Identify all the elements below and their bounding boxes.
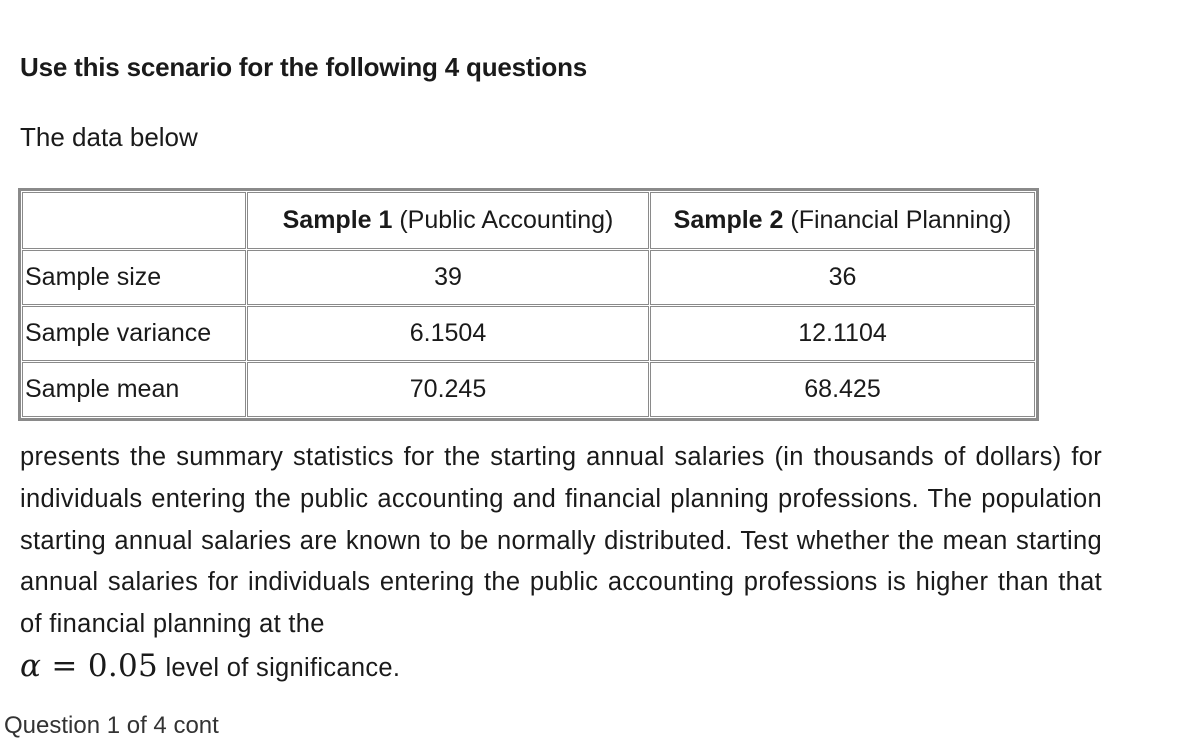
row-label-sample-size: Sample size — [22, 250, 246, 305]
sample-2-header-bold: Sample 2 — [673, 206, 784, 234]
paragraph-tail: level of significance. — [158, 653, 401, 682]
intro-text: The data below — [20, 122, 198, 152]
sample-1-size: 39 — [247, 250, 649, 305]
sample-1-mean: 70.245 — [247, 362, 649, 417]
table-corner-cell — [22, 192, 246, 249]
paragraph-body: presents the summary statistics for the starting annual salaries (in thousands of dollars) for individuals entering the public accounting and financial planning professions. The population starting annual salaries are known to be normally distributed. Test whether the mean starting annual salaries for individuals entering the public accounting professions is higher than that of financial planning at the — [20, 443, 1102, 639]
table-row — [22, 362, 1035, 417]
sample-1-variance: 6.1504 — [247, 306, 649, 361]
sample-2-header-rest: (Financial Planning) — [783, 206, 1012, 234]
sample-2-header — [650, 192, 1035, 249]
cutoff-text-content: Question 1 of 4 cont — [4, 712, 219, 739]
sample-2-variance: 12.1104 — [650, 306, 1035, 361]
alpha-symbol: α — [20, 647, 42, 684]
row-label-sample-variance: Sample variance — [22, 306, 246, 361]
scenario-heading: Use this scenario for the following 4 questions — [20, 52, 588, 82]
significance-level-math — [20, 648, 158, 684]
table-header-row — [22, 192, 1035, 249]
math-equals: = — [51, 647, 78, 684]
sample-2-mean: 68.425 — [650, 362, 1035, 417]
row-label-sample-mean: Sample mean — [22, 362, 246, 417]
cutoff-text — [0, 712, 260, 739]
sample-2-size: 36 — [650, 250, 1035, 305]
sample-1-header-rest: (Public Accounting) — [392, 206, 614, 234]
alpha-value: 0.05 — [87, 647, 159, 684]
table-row — [22, 250, 1035, 305]
sample-1-header-bold: Sample 1 — [282, 206, 393, 234]
sample-1-header — [247, 192, 649, 249]
summary-statistics-table — [18, 188, 1039, 421]
scenario-paragraph — [20, 437, 1102, 690]
table-row — [22, 306, 1035, 361]
